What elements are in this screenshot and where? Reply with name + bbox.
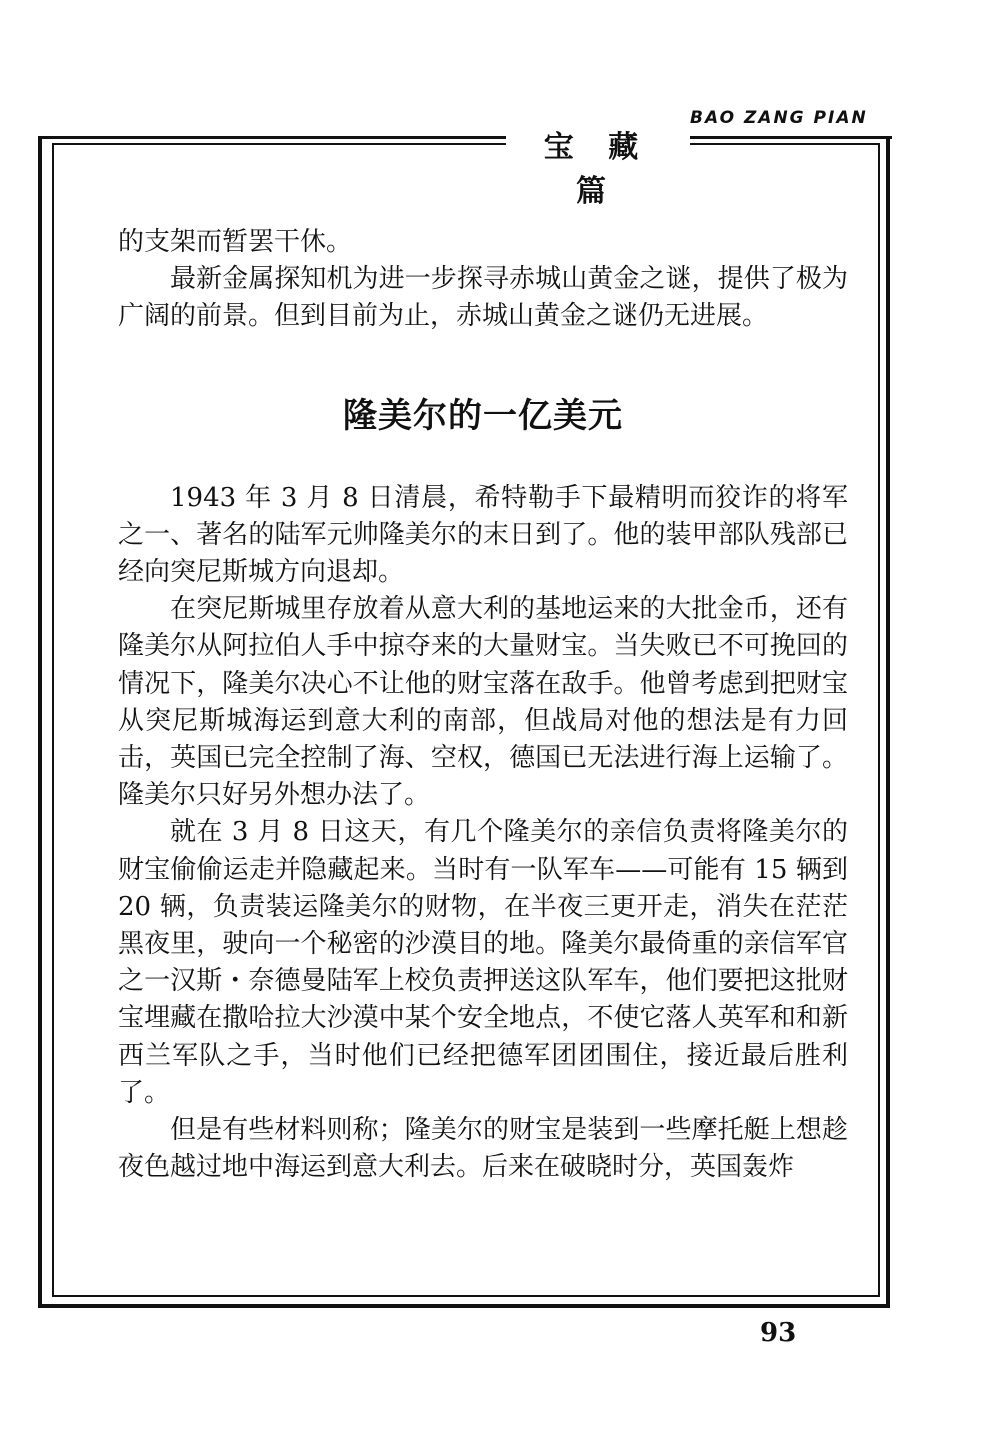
paragraph: 在突尼斯城里存放着从意大利的基地运来的大批金币，还有隆美尔从阿拉伯人手中掠夺来的大量财宝。当失败已不可挽回的情况下，隆美尔决心不让他的财宝落在敌手。他曾考虑到把财宝从突尼斯城海运到意大利的南部，但战局对他的想法是有力回击，英国已完全控制了海、空权，德国已无法进行海上运输了。隆美尔只好另外想办法了。 bbox=[118, 594, 848, 811]
section-romanization: BAO ZANG PIAN bbox=[690, 108, 868, 128]
page-number: 93 bbox=[760, 1318, 797, 1348]
header-rule-right bbox=[690, 136, 892, 139]
page-content bbox=[118, 224, 848, 1186]
header-rule-left-inner bbox=[52, 143, 506, 145]
chapter-title: 隆美尔的一亿美元 bbox=[343, 395, 623, 436]
paragraph: 1943 年 3 月 8 日清晨，希特勒手下最精明而狡诈的将军之一、著名的陆军元帅隆美尔的末日到了。他的装甲部队残部已经向突尼斯城方向退却。 bbox=[118, 482, 848, 588]
header-rule-right-inner bbox=[690, 143, 880, 145]
paragraph: 的支架而暂罢干休。 bbox=[118, 227, 353, 257]
paragraph: 就在 3 月 8 日这天，有几个隆美尔的亲信负责将隆美尔的财宝偷偷运走并隐藏起来。当时有一队军车——可能有 15 辆到 20 辆，负责装运隆美尔的财物，在半夜三更开走，消失在茫茫黑夜里，驶向一个秘密的沙漠目的地。隆美尔最倚重的亲信军官之一汉斯・奈德曼陆军上校负责押送这队军车，他们要把这批财宝埋藏在撒哈拉大沙漠中某个安全地点，不使它落人英军和和新西兰军队之手，当时他们已经把德军团团围住，接近最后胜利了。 bbox=[118, 817, 848, 1108]
header-rule-left bbox=[40, 136, 506, 139]
section-title: 宝 藏 篇 bbox=[543, 130, 651, 209]
paragraph: 最新金属探知机为进一步探寻赤城山黄金之谜，提供了极为广阔的前景。但到目前为止，赤城山黄金之谜仍无进展。 bbox=[118, 264, 848, 332]
paragraph: 但是有些材料则称；隆美尔的财宝是装到一些摩托艇上想趁夜色越过地中海运到意大利去。后来在破晓时分，英国轰炸 bbox=[118, 1115, 848, 1183]
